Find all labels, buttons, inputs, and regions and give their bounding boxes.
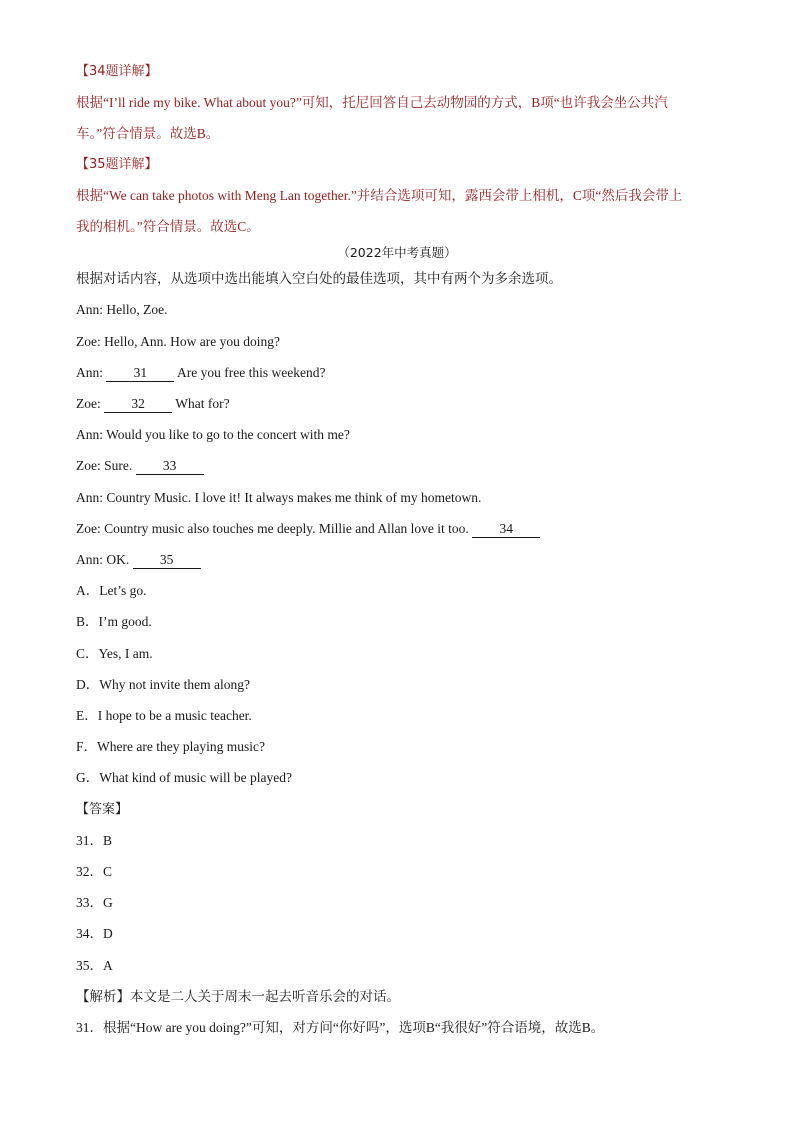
dialogue-text: Zoe: Country music also touches me deeply. Millie and Allan love it too. — [76, 521, 469, 536]
option-g: G．What kind of music will be played? — [76, 770, 292, 785]
dialogue-text: Ann: OK. — [76, 552, 130, 567]
option-d: D．Why not invite them along? — [76, 677, 250, 692]
dialogue-text: Zoe: Sure. — [76, 458, 133, 473]
explanation-34-line2: 车。”符合情景。故选B。 — [76, 126, 220, 141]
blank-34: 34 — [472, 521, 540, 538]
analysis-summary: 【解析】本文是二人关于周末一起去听音乐会的对话。 — [76, 989, 400, 1004]
dialogue-line-1: Ann: Hello, Zoe. — [76, 302, 168, 317]
dialogue-line-2: Zoe: Hello, Ann. How are you doing? — [76, 334, 280, 349]
option-f: F．Where are they playing music? — [76, 739, 265, 754]
dialogue-line-9 — [76, 550, 201, 570]
explanation-34-heading: 【34题详解】 — [76, 64, 158, 79]
dialogue-line-5: Ann: Would you like to go to the concert with me? — [76, 427, 350, 442]
answer-35: 35．A — [76, 958, 113, 973]
explanation-35-line1: 根据“We can take photos with Meng Lan together.”并结合选项可知，露西会带上相机，C项“然后我会带上 — [76, 188, 683, 203]
instruction-text: 根据对话内容，从选项中选出能填入空白处的最佳选项，其中有两个为多余选项。 — [76, 271, 562, 286]
answer-heading: 【答案】 — [76, 802, 129, 817]
option-a: A．Let’s go. — [76, 583, 147, 598]
option-e: E．I hope to be a music teacher. — [76, 708, 252, 723]
blank-31: 31 — [106, 365, 174, 382]
dialogue-text: Are you free this weekend? — [177, 365, 326, 380]
blank-35: 35 — [133, 552, 201, 569]
explanation-34-line1: 根据“I’ll ride my bike. What about you?”可知，托尼回答自己去动物园的方式，B项“也许我会坐公共汽 — [76, 95, 668, 110]
answer-32: 32．C — [76, 864, 113, 879]
answer-33: 33．G — [76, 895, 113, 910]
option-c: C．Yes, I am. — [76, 646, 153, 661]
dialogue-line-3 — [76, 363, 325, 383]
dialogue-line-6 — [76, 456, 204, 476]
blank-32: 32 — [104, 396, 172, 413]
explanation-35-heading: 【35题详解】 — [76, 157, 158, 172]
explanation-35-line2: 我的相机。”符合情景。故选C。 — [76, 219, 260, 234]
answer-31: 31．B — [76, 833, 113, 848]
speaker-label: Zoe: — [76, 396, 101, 411]
blank-33: 33 — [136, 458, 204, 475]
answer-34: 34．D — [76, 926, 113, 941]
dialogue-line-8 — [76, 519, 540, 539]
dialogue-line-4 — [76, 394, 230, 414]
speaker-label: Ann: — [76, 365, 103, 380]
dialogue-line-7: Ann: Country Music. I love it! It always makes me think of my hometown. — [76, 490, 482, 505]
analysis-q31: 31．根据“How are you doing?”可知，对方问“你好吗”，选项B“我很好”符合语境，故选B。 — [76, 1020, 605, 1035]
option-b: B．I’m good. — [76, 614, 152, 629]
source-tag: （2022年中考真题） — [337, 245, 457, 260]
dialogue-text: What for? — [175, 396, 230, 411]
